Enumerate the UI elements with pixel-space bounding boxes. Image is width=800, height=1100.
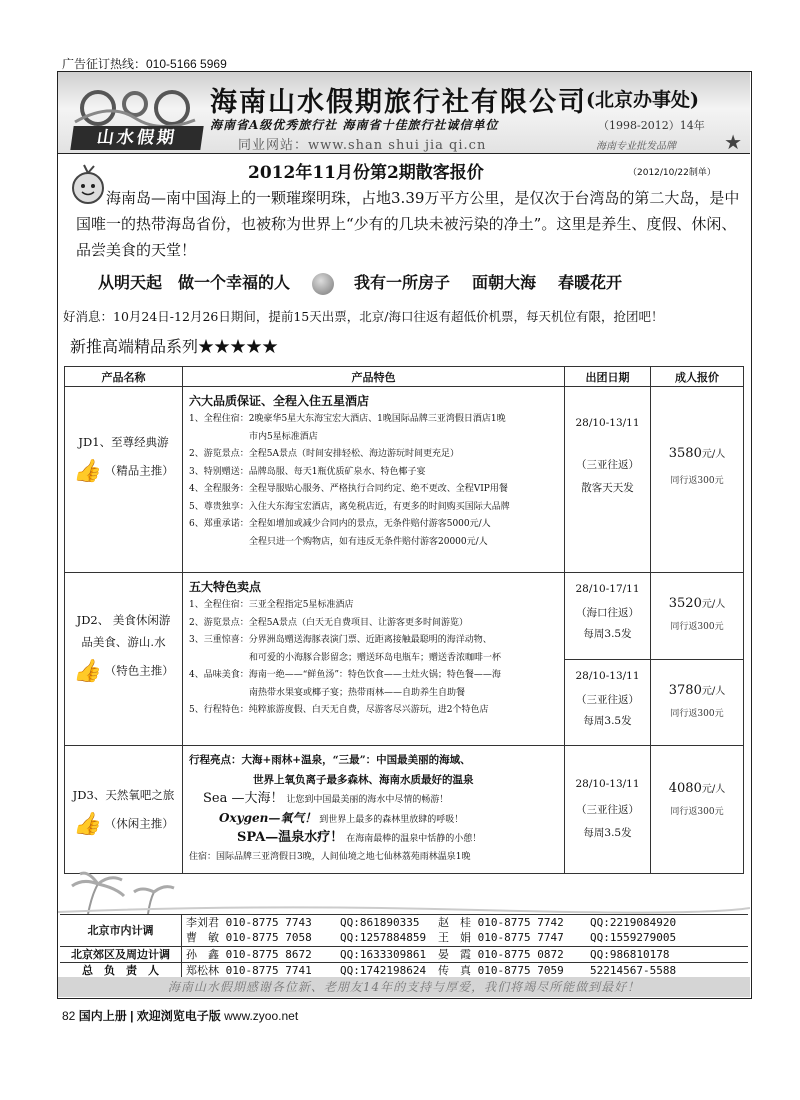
slogan-line-1: 从明天起 做一个幸福的人 (98, 273, 291, 292)
feature-line: 5、行程特色：纯粹旅游度假、白天无自费，尽游客尽兴游玩，进2个特色店 (189, 705, 489, 715)
depart-date: 28/10-13/11 (575, 778, 640, 790)
company-name: 海南山水假期旅行社有限公司 (210, 87, 587, 118)
rebate: 同行返300元 (670, 709, 724, 719)
contact-extra: 52214567-5588 (590, 964, 677, 977)
table-header-row (65, 367, 744, 387)
contact-person: 晏 霞 010-8775 0872 (438, 948, 564, 961)
rebate: 同行返300元 (670, 622, 724, 632)
col-header-name: 产品名称 (65, 367, 183, 387)
section-name: 国内上册 (78, 1009, 127, 1023)
company-office: (北京办事处) (586, 89, 699, 111)
feature-line: 2、游览景点：全程5A景点（时间安排轻松、海边游玩时间更充足） (189, 449, 459, 459)
price-value: 3520 (668, 596, 702, 611)
contact-qq: QQ:1742198624 (340, 964, 427, 977)
product-tag: （休闲主推） (104, 816, 174, 831)
contact-qq: QQ:2219084920 (590, 916, 677, 929)
ad-hotline: 广告征订热线：010-5166 5969 (62, 57, 227, 71)
sea-slogan: Sea —大海！ (203, 791, 284, 806)
product-name-cell (65, 387, 183, 573)
feature-head-2: 世界上氧负离子最多森林、海南水质最好的温泉 (253, 774, 474, 786)
wholesale-brand: 海南专业批发品牌 (596, 141, 676, 152)
frequency: 每周3.5发 (583, 827, 632, 839)
page-number: 82 (62, 1009, 76, 1023)
feature-line: 5、尊贵独享：入住大东海宝宏酒店，离免税店近，有更多的时间购买国际大品牌 (189, 501, 510, 512)
route: （三亚往返） (576, 694, 639, 706)
title-row (58, 158, 750, 182)
product-name-cell (65, 746, 183, 874)
thumbs-up-icon: 👍 (73, 812, 101, 837)
contact-person: 王 娟 010-8775 7747 (438, 931, 564, 944)
table-row (65, 746, 744, 874)
route: （三亚往返） (576, 459, 639, 471)
col-header-price: 成人报价 (651, 367, 744, 387)
col-header-feature: 产品特色 (183, 367, 565, 387)
contact-qq: QQ:986810178 (590, 948, 670, 961)
spa-text: 在海南最棒的温泉中恬静的小憩！ (346, 834, 482, 844)
product-tag: （精品主推） (104, 463, 174, 478)
frequency: 每周3.5发 (583, 715, 632, 727)
oxygen-text: 到世界上最多的森林里放肆的呼吸！ (319, 814, 464, 825)
table-row (65, 387, 744, 573)
price-unit: 元/人 (701, 784, 726, 795)
slogan-line-2: 我有一所房子 (354, 273, 451, 292)
palm-tree-decoration-icon (58, 870, 750, 914)
contact-row (60, 930, 748, 946)
feature-line: 和可爱的小海豚合影留念；赠送环岛电瓶车；赠送香浓咖啡一杯 (249, 652, 502, 663)
route: （海口往返） (576, 607, 639, 619)
slogan-line-3: 面朝大海 (472, 273, 537, 292)
contact-row (60, 914, 748, 937)
product-subname: 品美食、游山.水 (81, 635, 166, 649)
contact-person: 郑松林 010-8775 7741 (186, 964, 312, 977)
product-date-cell (565, 387, 651, 573)
product-feature-cell (183, 573, 565, 746)
price-unit: 元/人 (701, 449, 726, 460)
price-unit: 元/人 (701, 686, 726, 697)
feature-head: 六大品质保证、全程入住五星酒店 (189, 394, 370, 408)
page-frame (57, 71, 752, 999)
feature-line: 全程只进一个购物店，如有违反无条件赔付游客20000元/人 (249, 536, 488, 547)
thumbs-up-icon: 👍 (73, 459, 101, 484)
product-price-cell (651, 573, 744, 746)
stay-line: 住宿：国际品牌三亚湾假日3晚，人间仙境之地七仙林荔苑雨林温泉1晚 (189, 851, 471, 862)
route: （三亚往返） (576, 804, 639, 816)
depart-date: 28/10-13/11 (575, 670, 640, 682)
website-link[interactable]: 同业网站：www.shan shui jia qi.cn (238, 138, 487, 153)
feature-line: 2、游览景点：全程5A景点（白天无自费项目、让游客更多时间游览） (189, 617, 468, 628)
feature-line: 4、品味美食：海南一绝——“鲜鱼汤”：特色饮食——土灶火锅；特色餐——海 (189, 670, 501, 680)
product-price-cell (651, 387, 744, 573)
feature-line: 市内5星标准酒店 (249, 431, 318, 442)
price-value: 3580 (668, 446, 702, 461)
product-feature-cell (183, 387, 565, 573)
footer-separator: | (130, 1009, 134, 1023)
col-header-date: 出团日期 (565, 367, 651, 387)
good-news: 好消息：10月24日-12月26日期间，提前15天出票，北京/海口往返有超低价机票，每天机位有限，抢团吧！ (63, 309, 664, 324)
sea-text: 让您到中国最美丽的海水中尽情的畅游！ (286, 795, 449, 805)
contact-person: 曹 敏 010-8775 7058 (186, 931, 312, 944)
feature-line: 南热带水果宴或椰子宴；热带雨林——自助养生自助餐 (249, 687, 466, 698)
price-value: 3780 (668, 683, 702, 698)
product-name[interactable]: JD3、天然氧吧之旅 (72, 788, 175, 802)
company-credentials: 海南省A级优秀旅行社 海南省十佳旅行社诚信单位 (210, 118, 499, 132)
price-unit: 元/人 (701, 599, 726, 610)
contact-fax: 传 真 010-8775 7059 (438, 964, 564, 977)
spa-slogan: SPA—温泉水疗！ (237, 830, 344, 845)
contact-person: 赵 桂 010-8775 7742 (438, 916, 564, 929)
contact-group: 总 负 责 人 (60, 963, 182, 979)
contact-qq: QQ:1633309861 (340, 948, 427, 961)
contact-qq: QQ:1257884859 (340, 931, 427, 944)
depart-date: 28/10-17/11 (575, 583, 640, 595)
feature-line: 3、三重惊喜：分界洲岛赠送海豚表演门票、近距离接触最聪明的海洋动物、 (189, 635, 492, 645)
price-value: 4080 (668, 781, 702, 796)
contact-qq: QQ:1559279005 (590, 931, 677, 944)
logo-swirl-icon (70, 82, 200, 128)
product-feature-cell (183, 746, 565, 874)
contact-person: 孙 鑫 010-8775 8672 (186, 948, 312, 961)
frequency: 每周3.5发 (583, 628, 632, 640)
feature-line: 1、全程住宿：2晚豪华5星大东海宝宏大酒店、1晚国际品牌三亚湾假日酒店1晚 (189, 414, 506, 424)
feature-line: 3、特别赠送：品牌岛服、每天1瓶优质矿泉水、特色椰子宴 (189, 466, 426, 477)
contact-row (60, 946, 748, 962)
page-footer (62, 1007, 298, 1024)
contact-qq: QQ:861890335 (340, 916, 420, 929)
made-date: （2012/10/22制单） (628, 168, 716, 178)
product-date-cell (565, 746, 651, 874)
slogan (98, 270, 644, 295)
logo-text: 山水假期 (70, 126, 203, 150)
product-name[interactable]: JD2、 美食休闲游 (76, 613, 171, 627)
product-price-cell (651, 746, 744, 874)
product-table (64, 366, 744, 874)
page-title: 2012年11月份第2期散客报价 (248, 163, 484, 183)
feature-head: 行程亮点：大海+雨林+温泉，“三最”：中国最美丽的海域、 (189, 754, 471, 766)
company-years: （1998-2012）14年 (598, 119, 705, 132)
feature-line: 4、全程服务：全程导服贴心服务、严格执行合同约定、绝不更改、全程VIP用餐 (189, 484, 508, 494)
frequency: 散客天天发 (581, 482, 634, 494)
product-date-cell (565, 573, 651, 746)
product-tag: （特色主推） (104, 663, 174, 678)
footer-url[interactable]: www.zyoo.net (224, 1009, 299, 1023)
feature-line: 6、郑重承诺：全程如增加或减少合同内的景点，无条件赔付游客5000元/人 (189, 519, 491, 529)
intro-paragraph: 海南岛—南中国海上的一颗璀璨明珠，占地3.39万平方公里，是仅次于台湾岛的第二大岛，是中国唯一的热带海岛省份，也被称为世界上“少有的几块未被污染的净土”。这里是养生、度假、休闲、品尝美食的天堂！ (76, 189, 740, 259)
starfish-icon: ★ (724, 130, 742, 154)
series-heading: 新推高端精品系列★★★★★ (70, 337, 279, 356)
header-banner (58, 72, 750, 154)
feature-head: 五大特色卖点 (189, 580, 262, 594)
rebate: 同行返300元 (670, 807, 724, 817)
thumbs-up-icon: 👍 (73, 659, 101, 684)
oxygen-slogan: Oxygen—氧气！ (219, 810, 317, 825)
rebate: 同行返300元 (670, 476, 724, 486)
contacts-table (60, 914, 748, 978)
contact-row (60, 962, 748, 978)
table-row (65, 573, 744, 746)
product-name[interactable]: JD1、至尊经典游 (78, 435, 169, 449)
slogan-line-4: 春暖花开 (558, 273, 623, 292)
footer-tagline: 欢迎浏览电子版 (136, 1009, 221, 1023)
feature-line: 1、全程住宿：三亚全程指定5星标准酒店 (189, 600, 354, 610)
contact-person: 李刘君 010-8775 7743 (186, 916, 312, 929)
thanks-banner: 海南山水假期感谢各位新、老朋友14年的支持与厚爱，我们将竭尽所能做到最好！ (58, 977, 750, 997)
smile-face-icon (312, 273, 334, 295)
product-name-cell (65, 573, 183, 746)
depart-date: 28/10-13/11 (575, 417, 640, 429)
contact-group: 北京市内计调 (60, 915, 182, 947)
contact-group: 北京郊区及周边计调 (60, 947, 182, 963)
